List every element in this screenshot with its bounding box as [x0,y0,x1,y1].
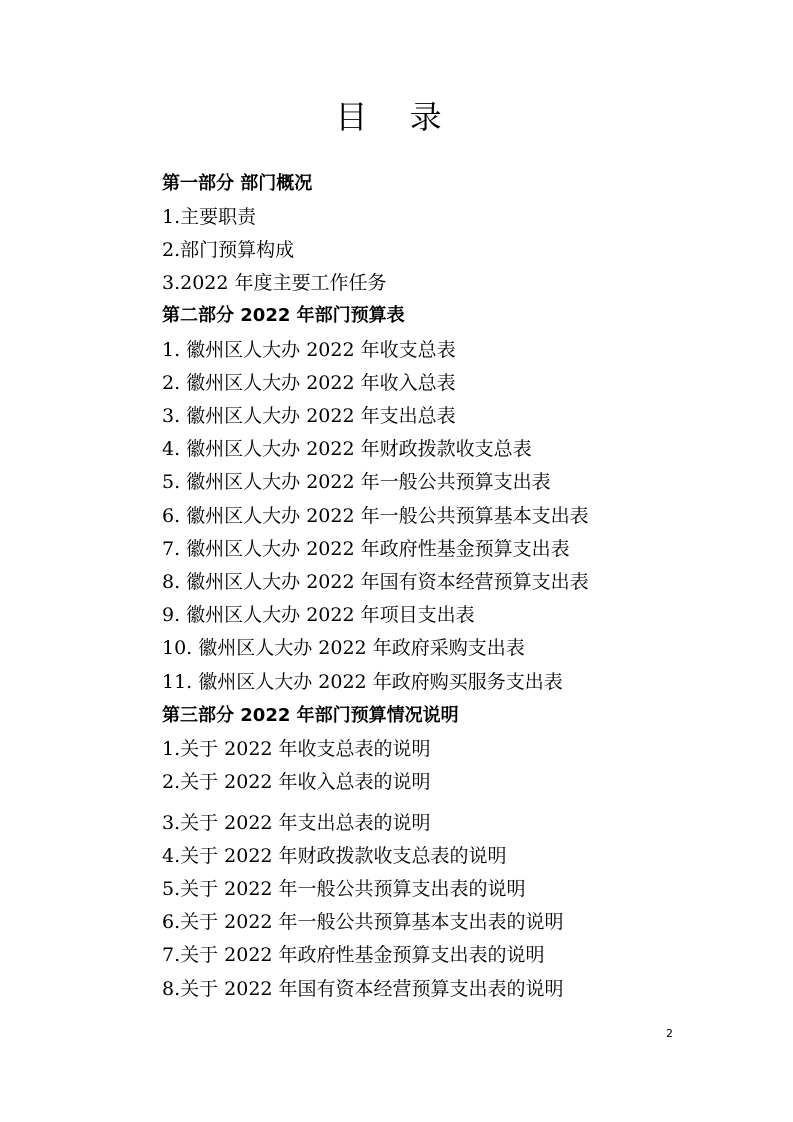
toc-item: 7.关于 2022 年政府性基金预算支出表的说明 [162,944,545,966]
toc-item: 2.关于 2022 年收入总表的说明 [162,771,431,793]
toc-item: 1. 徽州区人大办 2022 年收支总表 [162,339,456,361]
page-title: 目 录 [335,98,458,136]
toc-item: 8. 徽州区人大办 2022 年国有资本经营预算支出表 [162,571,589,593]
toc-item: 7. 徽州区人大办 2022 年政府性基金预算支出表 [162,538,570,560]
page-number: 2 [666,1027,673,1040]
section-heading-part3: 第三部分 2022 年部门预算情况说明 [162,705,459,726]
toc-item: 4. 徽州区人大办 2022 年财政拨款收支总表 [162,438,532,460]
toc-item: 10. 徽州区人大办 2022 年政府采购支出表 [162,637,525,659]
toc-item: 3.2022 年度主要工作任务 [162,272,387,294]
toc-item: 6. 徽州区人大办 2022 年一般公共预算基本支出表 [162,505,589,527]
toc-item: 3. 徽州区人大办 2022 年支出总表 [162,405,456,427]
toc-item: 1.关于 2022 年收支总表的说明 [162,738,431,760]
toc-item: 3.关于 2022 年支出总表的说明 [162,812,431,834]
section-heading-part1: 第一部分 部门概况 [162,173,313,194]
toc-item: 4.关于 2022 年财政拨款收支总表的说明 [162,845,507,867]
toc-item: 9. 徽州区人大办 2022 年项目支出表 [162,604,475,626]
toc-item: 1.主要职责 [162,206,257,228]
toc-item: 8.关于 2022 年国有资本经营预算支出表的说明 [162,978,564,1000]
section-heading-part2: 第二部分 2022 年部门预算表 [162,305,405,326]
toc-item: 11. 徽州区人大办 2022 年政府购买服务支出表 [162,671,563,693]
toc-item: 5.关于 2022 年一般公共预算支出表的说明 [162,878,526,900]
toc-item: 5. 徽州区人大办 2022 年一般公共预算支出表 [162,471,551,493]
toc-item: 6.关于 2022 年一般公共预算基本支出表的说明 [162,911,564,933]
toc-item: 2. 徽州区人大办 2022 年收入总表 [162,372,456,394]
toc-item: 2.部门预算构成 [162,239,295,261]
